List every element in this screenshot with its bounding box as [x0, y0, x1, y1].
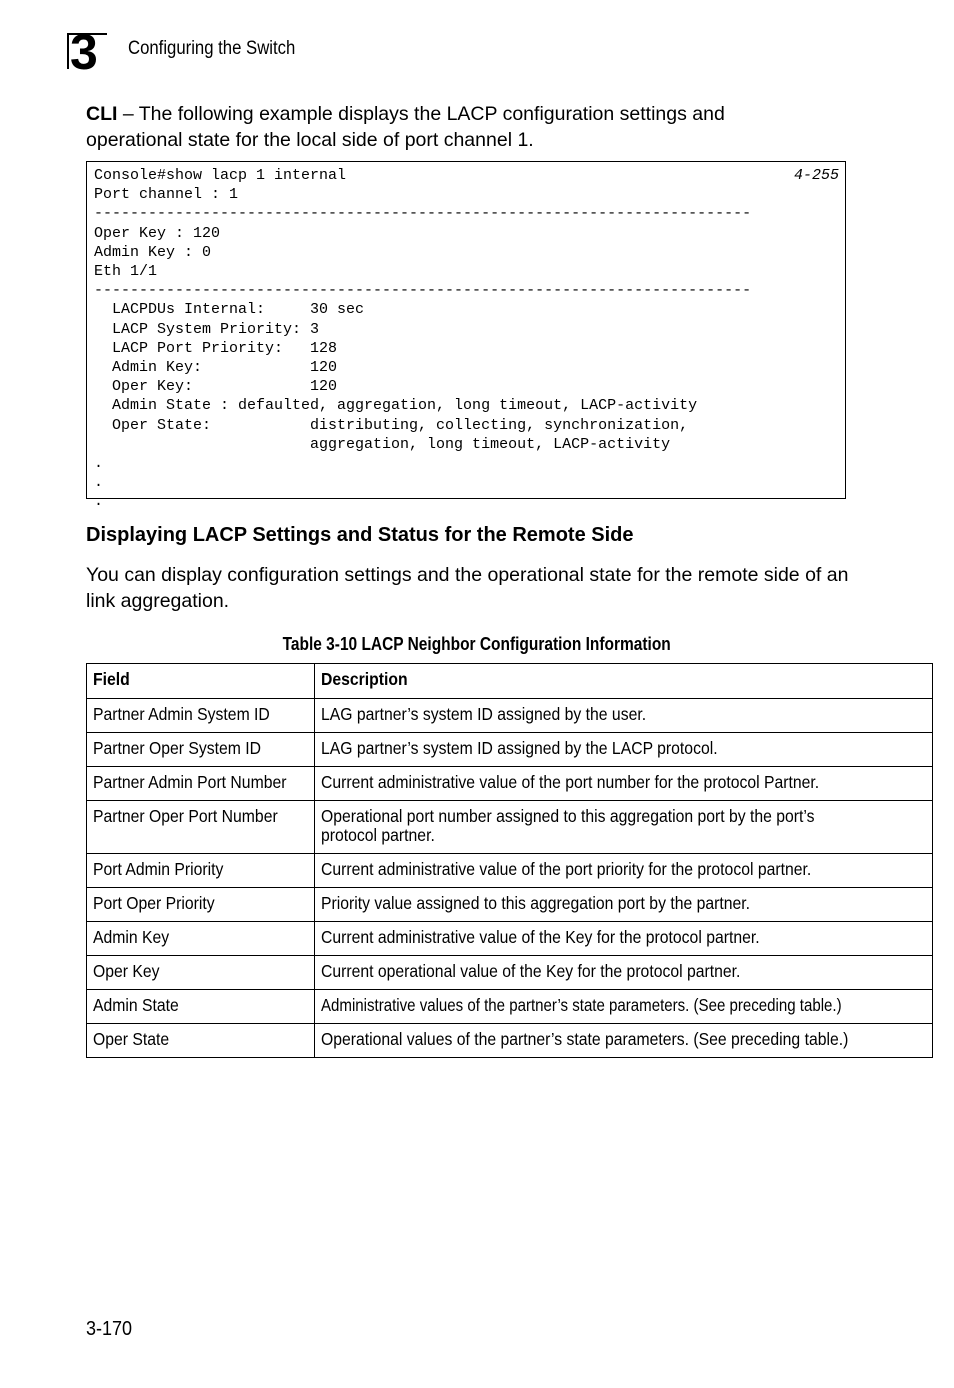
- table-row: [87, 733, 933, 767]
- table-row: [87, 699, 933, 733]
- description-cell: Current administrative value of the port number for the protocol Partner.: [314, 767, 932, 801]
- intro-text: – The following example displays the LACP configuration settings and operational state for the local side of port channel 1.: [86, 103, 725, 151]
- description-cell: Operational port number assigned to this aggregation port by the port’s protocol partner.: [314, 801, 932, 854]
- description-cell: Priority value assigned to this aggregation port by the partner.: [314, 888, 932, 922]
- description-cell: LAG partner’s system ID assigned by the LACP protocol.: [314, 733, 932, 767]
- intro-lead: CLI: [86, 103, 118, 125]
- description-cell: Operational values of the partner’s state parameters. (See preceding table.): [314, 1024, 932, 1058]
- table-caption: Table 3-10 LACP Neighbor Configuration Information: [282, 634, 672, 654]
- field-cell: Port Admin Priority: [87, 854, 315, 888]
- field-cell: Partner Admin Port Number: [87, 767, 315, 801]
- description-cell: Current administrative value of the port priority for the protocol partner.: [314, 854, 932, 888]
- intro-paragraph: [86, 101, 806, 153]
- lacp-neighbor-table: [86, 663, 933, 1058]
- table-row: [87, 990, 933, 1024]
- field-cell: Partner Oper System ID: [87, 733, 315, 767]
- table-row: [87, 854, 933, 888]
- header-description: Description: [314, 664, 932, 699]
- cli-example-box: [86, 161, 846, 511]
- table-header-row: [87, 664, 933, 699]
- field-cell: Port Oper Priority: [87, 888, 315, 922]
- chapter-number: 3: [70, 24, 96, 80]
- table-row: [87, 922, 933, 956]
- description-cell: Current operational value of the Key for the protocol partner.: [314, 956, 932, 990]
- cli-example-code: Console#show lacp 1 internal Port channel : 1 ------------------------------------------------------------------------- Oper Key : 120 Admin Key : 0 Eth 1/1 ------------------------------------------------------------------------- LACPDUs Internal: 30 sec LACP System Priority: 3 LACP Port Priority: 128 Admin Key: 120 Oper Key: 120 Admin State : defaulted, aggregation, long timeout, LACP-activity Oper State: distributing, collecting, synchronization, aggregation, long timeout, LACP-activity . . .: [94, 167, 752, 511]
- field-cell: Partner Admin System ID: [87, 699, 315, 733]
- table-row: [87, 801, 933, 854]
- section-paragraph: You can display configuration settings and the operational state for the remote side of an link aggregation.: [86, 564, 849, 612]
- field-cell: Partner Oper Port Number: [87, 801, 315, 854]
- table-row: [87, 1024, 933, 1058]
- description-cell: Administrative values of the partner’s state parameters. (See preceding table.): [314, 990, 932, 1024]
- page-number: 3-170: [86, 1318, 133, 1340]
- field-cell: Oper Key: [87, 956, 315, 990]
- table-row: [87, 956, 933, 990]
- field-cell: Admin Key: [87, 922, 315, 956]
- cli-reference: 4-255: [793, 167, 839, 184]
- description-cell: Current administrative value of the Key for the protocol partner.: [314, 922, 932, 956]
- table-row: [87, 767, 933, 801]
- field-cell: Oper State: [87, 1024, 315, 1058]
- table-row: [87, 888, 933, 922]
- header-field: Field: [87, 664, 315, 699]
- field-cell: Admin State: [87, 990, 315, 1024]
- section-heading: Displaying LACP Settings and Status for the Remote Side: [86, 524, 634, 546]
- running-title: Configuring the Switch: [128, 38, 296, 59]
- description-cell: LAG partner’s system ID assigned by the user.: [314, 699, 932, 733]
